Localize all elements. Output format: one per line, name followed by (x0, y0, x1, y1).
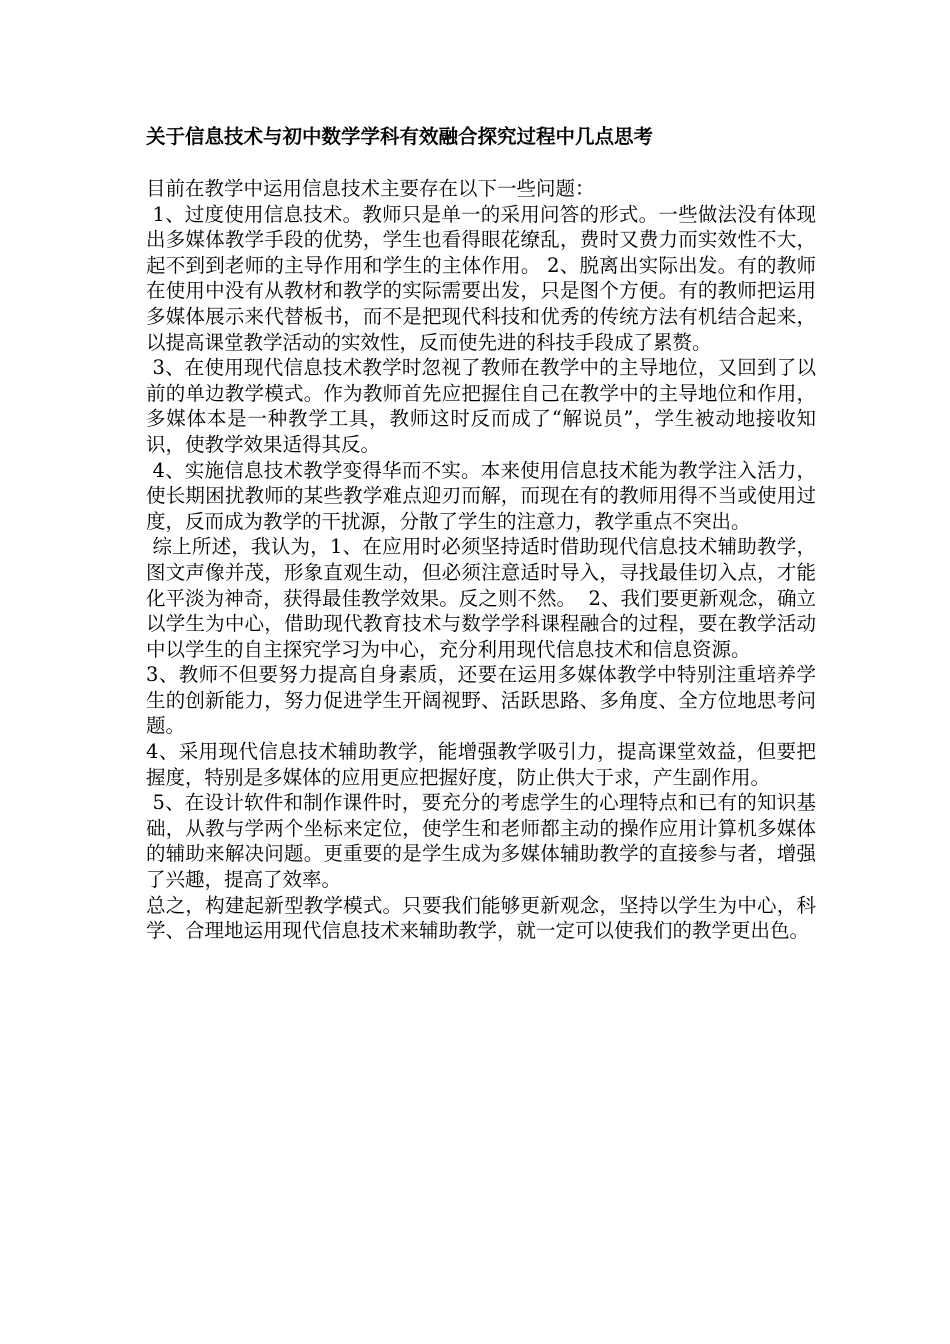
document-body (146, 176, 816, 944)
paragraph-problems-1-2: 1、过度使用信息技术。教师只是单一的采用问答的形式。一些做法没有体现出多媒体教学手段的优势，学生也看得眼花缭乱，费时又费力而实效性不大，起不到到老师的主导作用和学生的主体作用。 2、脱离出实际出发。有的教师在使用中没有从教材和教学的实际需要出发，只是图个方便。有的教师把运用多媒体展示来代替板书，而不是把现代科技和优秀的传统方法有机结合起来，以提高课堂教学活动的实效性，反而使先进的科技手段成了累赘。 (146, 202, 816, 354)
paragraph-point-4: 4、采用现代信息技术辅助教学，能增强教学吸引力，提高课堂效益，但要把握度，特别是多媒体的应用更应把握好度，防止供大于求，产生副作用。 (146, 740, 816, 789)
paragraph-problem-3: 3、在使用现代信息技术教学时忽视了教师在教学中的主导地位，又回到了以前的单边教学模式。作为教师首先应把握住自己在教学中的主导地位和作用，多媒体本是一种教学工具，教师这时反而成了“解说员”，学生被动地接收知识，使教学效果适得其反。 (146, 356, 816, 456)
paragraph-point-5: 5、在设计软件和制作课件时，要充分的考虑学生的心理特点和已有的知识基础，从教与学两个坐标来定位，使学生和老师都主动的操作应用计算机多媒体的辅助来解决问题。更重要的是学生成为多媒体辅助教学的直接参与者，增强了兴趣，提高了效率。 (146, 791, 816, 892)
paragraph-summary-1-2: 综上所述，我认为，1、在应用时必须坚持适时借助现代信息技术辅助教学，图文声像并茂，形象直观生动，但必须注意适时导入，寻找最佳切入点，才能化平淡为神奇，获得最佳教学效果。反之则不然。 2、我们要更新观念，确立以学生为中心，借助现代教育技术与数学学科课程融合的过程，要在教学活动中以学生的自主探究学习为中心，充分利用现代信息技术和信息资源。 (146, 535, 816, 661)
paragraph-point-3: 3、教师不但要努力提高自身素质，还要在运用多媒体教学中特别注重培养学生的创新能力，努力促进学生开阔视野、活跃思路、多角度、全方位地思考问题。 (146, 663, 816, 738)
paragraph-problem-4: 4、实施信息技术教学变得华而不实。本来使用信息技术能为教学注入活力，使长期困扰教师的某些教学难点迎刃而解，而现在有的教师用得不当或使用过度，反而成为教学的干扰源，分散了学生的注意力，教学重点不突出。 (146, 458, 816, 533)
paragraph-conclusion: 总之，构建起新型教学模式。只要我们能够更新观念，坚持以学生为中心，科学、合理地运用现代信息技术来辅助教学，就一定可以使我们的教学更出色。 (146, 893, 816, 943)
paragraph-intro: 目前在教学中运用信息技术主要存在以下一些问题： (146, 177, 595, 200)
document-title: 关于信息技术与初中数学学科有效融合探究过程中几点思考 (146, 125, 654, 148)
